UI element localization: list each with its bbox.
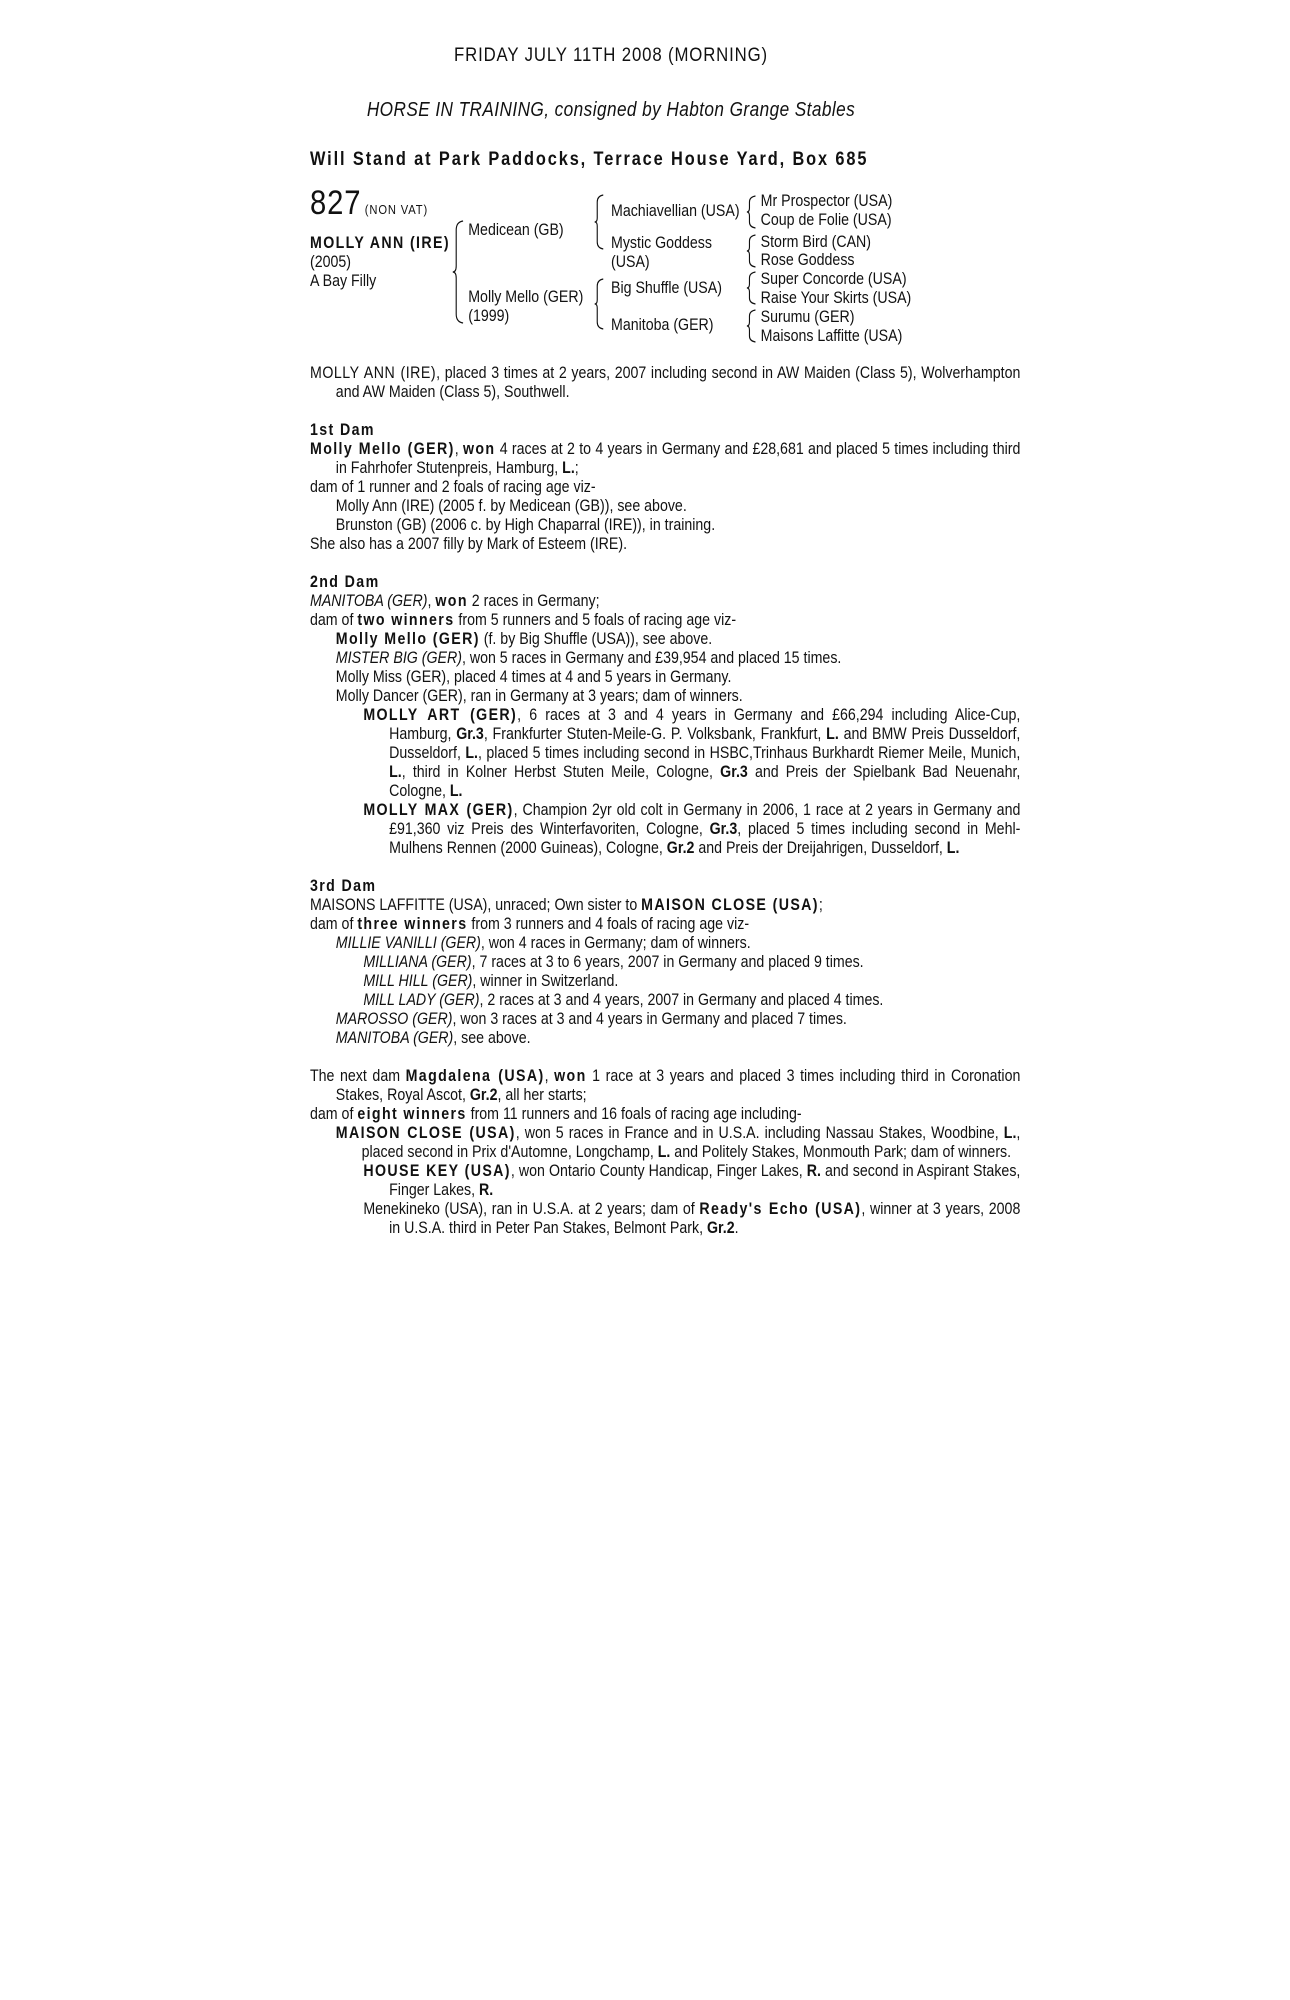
pedigree-dds: Surumu (GER) [760,308,855,326]
grand-produce-item: MOLLY MAX (GER), Champion 2yr old colt in Germany in 2006, 1 race at 2 years in Germany and £91,360 viz Preis des Winterfavoriten, Cologne, Gr.3, placed 5 times including second in Mehl-Mulhens Rennen (2000 Guineas), Cologne, Gr.2 and Preis der Dreijahrigen, Dusseldorf, L. [363,801,1021,857]
grand-produce-item: Menekineko (USA), ran in U.S.A. at 2 years; dam of Ready's Echo (USA), winner at 3 years, 2008 in U.S.A. third in Peter Pan Stakes, Belmont Park, Gr.2. [363,1200,1021,1237]
third-dam-record: MAISONS LAFFITTE (USA), unraced; Own sister to MAISON CLOSE (USA); [310,896,823,914]
pedigree-brace-3c [746,271,756,305]
lot-number: 827 [310,184,362,222]
race-record [310,364,1020,1238]
first-dam-record: Molly Mello (GER), won 4 races at 2 to 4 years in Germany and £28,681 and placed 5 times including third in Fahrhofer Stutenpreis, Hamburg, L.; [310,440,1021,477]
pedigree-sds: Storm Bird (CAN) [760,233,872,251]
horse-year: (2005) [310,253,352,271]
pedigree-table [310,184,1050,350]
sale-date: FRIDAY JULY 11TH 2008 (MORNING) [453,44,768,66]
second-dam-produce-summary: dam of two winners from 5 runners and 5 foals of racing age viz- [310,611,737,629]
pedigree-sire: Medicean (GB) [468,221,564,239]
pedigree-brace-3a [746,195,756,229]
first-dam-heading: 1st Dam [310,421,375,439]
intro-paragraph: MOLLY ANN (IRE), placed 3 times at 2 years, 2007 including second in AW Maiden (Class 5), Wolverhampton and AW Maiden (Class 5), Southwell. [310,364,1021,401]
produce-item: MAISON CLOSE (USA), won 5 races in France and in U.S.A. including Nassau Stakes, Woodbine, L., placed second in Prix d'Automne, Longchamp, L. and Politely Stakes, Monmouth Park; dam of winners. [335,1124,1021,1161]
pedigree-sdd: Rose Goddess [760,251,855,269]
pedigree-sire-dam-country: (USA) [611,253,650,271]
third-dam-heading: 3rd Dam [310,877,377,895]
consignor-line: HORSE IN TRAINING, consigned by Habton Grange Stables [366,99,856,121]
pedigree-brace-2a [594,194,604,250]
first-dam-produce-summary: dam of 1 runner and 2 foals of racing age viz- [310,478,596,496]
pedigree-ssd: Coup de Folie (USA) [760,211,892,229]
pedigree-dam: Molly Mello (GER) [468,288,584,306]
third-dam-produce-summary: dam of three winners from 3 runners and 4 foals of racing age viz- [310,915,750,933]
stand-location: Will Stand at Park Paddocks, Terrace House Yard, Box 685 [310,149,869,170]
produce-item: MISTER BIG (GER), won 5 races in Germany and £39,954 and placed 15 times. [335,649,842,667]
produce-item: MANITOBA (GER), see above. [335,1029,531,1047]
produce-item: MILLIE VANILLI (GER), won 4 races in Germany; dam of winners. [335,934,751,952]
pedigree-brace-2b [594,278,604,330]
pedigree-dam-sire: Big Shuffle (USA) [611,279,722,297]
next-dam-produce-summary: dam of eight winners from 11 runners and 16 foals of racing age including- [310,1105,802,1123]
pedigree-sss: Mr Prospector (USA) [760,192,893,210]
pedigree-dsd: Raise Your Skirts (USA) [760,289,912,307]
pedigree-sire-dam: Mystic Goddess [611,234,712,252]
grand-produce-item: HOUSE KEY (USA), won Ontario County Handicap, Finger Lakes, R. and second in Aspirant Stakes, Finger Lakes, R. [363,1162,1021,1199]
second-dam-record: MANITOBA (GER), won 2 races in Germany; [310,592,600,610]
pedigree-ddd: Maisons Laffitte (USA) [760,327,903,345]
produce-item: Molly Ann (IRE) (2005 f. by Medicean (GB)), see above. [335,497,687,515]
pedigree-dss: Super Concorde (USA) [760,270,907,288]
pedigree-brace-3b [746,234,756,268]
pedigree-dam-dam: Manitoba (GER) [611,316,714,334]
grand-produce-item: MOLLY ART (GER), 6 races at 3 and 4 years in Germany and £66,294 including Alice-Cup, Hamburg, Gr.3, Frankfurter Stuten-Meile-G. P. Volksbank, Frankfurt, L. and BMW Preis Dusseldorf, Dusseldorf, L., placed 5 times including second in HSBC,Trinhaus Burkhardt Riemer Meile, Munich, L., third in Kolner Herbst Stuten Meile, Cologne, Gr.3 and Preis der Spielbank Bad Neuenahr, Cologne, L. [363,706,1021,800]
first-dam-note: She also has a 2007 filly by Mark of Esteem (IRE). [310,535,628,553]
pedigree-brace-1 [452,220,464,324]
produce-item: Molly Dancer (GER), ran in Germany at 3 years; dam of winners. [335,687,743,705]
next-dam-record: The next dam Magdalena (USA), won 1 race at 3 years and placed 3 times including third in Coronation Stakes, Royal Ascot, Gr.2, all her starts; [310,1067,1021,1104]
horse-description: A Bay Filly [310,272,377,290]
grand-produce-item: MILL HILL (GER), winner in Switzerland. [363,972,619,990]
produce-item: Molly Miss (GER), placed 4 times at 4 and 5 years in Germany. [335,668,732,686]
vat-status: (NON VAT) [364,202,429,217]
pedigree-brace-3d [746,309,756,343]
second-dam-heading: 2nd Dam [310,573,380,591]
grand-produce-item: MILLIANA (GER), 7 races at 3 to 6 years, 2007 in Germany and placed 9 times. [363,953,864,971]
grand-produce-item: MILL LADY (GER), 2 races at 3 and 4 years, 2007 in Germany and placed 4 times. [363,991,884,1009]
pedigree-sire-sire: Machiavellian (USA) [611,202,740,220]
lot-number-line [310,184,429,222]
produce-item: Brunston (GB) (2006 c. by High Chaparral (IRE)), in training. [335,516,716,534]
horse-name: MOLLY ANN (IRE) [310,234,450,252]
produce-item: MAROSSO (GER), won 3 races at 3 and 4 years in Germany and placed 7 times. [335,1010,847,1028]
produce-item: Molly Mello (GER) (f. by Big Shuffle (USA)), see above. [335,630,713,648]
pedigree-dam-year: (1999) [468,307,510,325]
